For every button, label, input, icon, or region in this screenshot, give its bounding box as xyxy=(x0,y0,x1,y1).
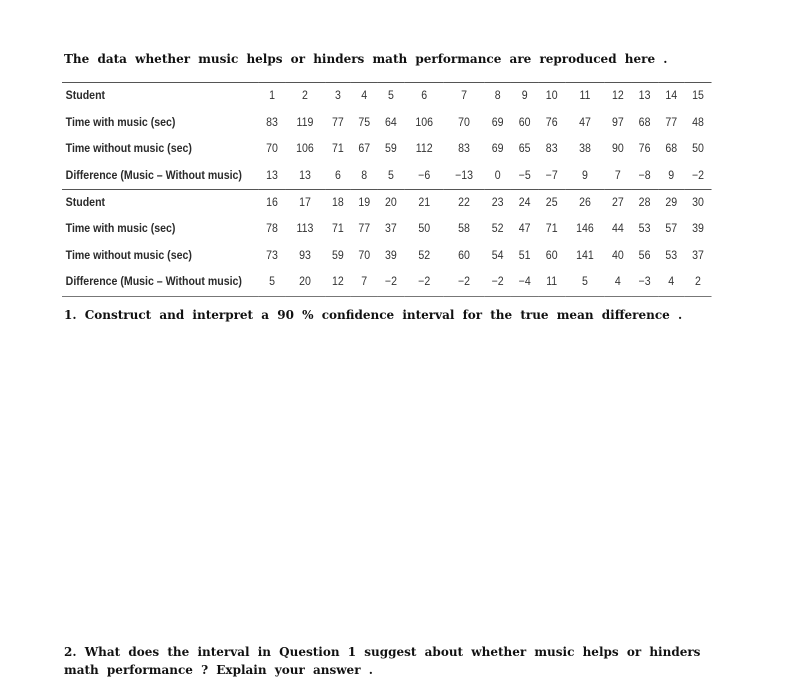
student-number: 15 xyxy=(684,83,711,110)
student-number: 20 xyxy=(377,189,404,216)
table-cell: −7 xyxy=(545,169,558,182)
student-header-row xyxy=(62,83,712,110)
table-cell: 4 xyxy=(658,269,684,296)
table-cell: 37 xyxy=(385,223,397,236)
student-header-row xyxy=(62,189,712,216)
table-cell: 44 xyxy=(612,223,624,236)
table-cell: 54 xyxy=(491,249,504,262)
intro-text: The data whether music helps or hinders math performance are reproduced here . xyxy=(64,52,668,66)
table-cell: 70 xyxy=(358,249,371,262)
student-number: 14 xyxy=(658,83,684,110)
table-cell: 69 xyxy=(491,116,504,129)
table-cell: −4 xyxy=(511,269,538,296)
table-cell: 39 xyxy=(385,249,397,262)
table-cell: 9 xyxy=(668,169,675,182)
row-label: Time with music (sec) xyxy=(65,223,176,236)
table-cell: 20 xyxy=(285,269,325,296)
table-cell: 37 xyxy=(692,249,704,262)
table-cell: 39 xyxy=(692,223,704,236)
student-number: 18 xyxy=(325,189,351,216)
table-cell: −3 xyxy=(631,269,658,296)
data-table-container xyxy=(62,82,712,297)
student-number: 6 xyxy=(404,83,444,110)
table-cell: 56 xyxy=(638,249,651,262)
table-cell: 76 xyxy=(545,116,558,129)
table-row xyxy=(62,109,712,136)
table-cell: 51 xyxy=(518,249,531,262)
table-cell: 47 xyxy=(518,223,531,236)
table-cell: 119 xyxy=(296,116,314,129)
table-cell: 146 xyxy=(576,223,594,236)
table-cell: 93 xyxy=(299,249,311,262)
table-cell: 68 xyxy=(665,143,678,156)
table-cell: 53 xyxy=(638,223,651,236)
table-row xyxy=(62,136,712,163)
table-cell: 70 xyxy=(266,143,278,156)
table-cell: 64 xyxy=(385,116,397,129)
table-cell: −2 xyxy=(377,269,404,296)
table-cell: 112 xyxy=(415,143,433,156)
table-cell: 113 xyxy=(296,223,314,236)
table-cell: 8 xyxy=(361,169,368,182)
table-cell: −2 xyxy=(484,269,511,296)
table-cell: 4 xyxy=(605,269,631,296)
student-number: 10 xyxy=(538,83,565,110)
table-cell: 59 xyxy=(332,249,344,262)
table-cell: −2 xyxy=(444,269,484,296)
table-cell: 60 xyxy=(545,249,558,262)
table-cell: 83 xyxy=(266,116,278,129)
table-cell: 40 xyxy=(612,249,624,262)
table-cell: 71 xyxy=(545,223,558,236)
table-cell: 106 xyxy=(296,143,314,156)
student-number: 5 xyxy=(377,83,404,110)
table-row xyxy=(62,163,712,190)
table-cell: 60 xyxy=(518,116,531,129)
table-cell: 2 xyxy=(684,269,711,296)
question-2: 2. What does the interval in Question 1 suggest about whether music helps or hinders math performance ? Explain your answer . xyxy=(64,645,701,677)
table-cell: 5 xyxy=(259,269,285,296)
table-cell: 0 xyxy=(494,169,501,182)
row-label: Student xyxy=(62,189,259,216)
table-cell: 77 xyxy=(665,116,678,129)
student-number: 12 xyxy=(605,83,631,110)
table-cell: 5 xyxy=(387,169,394,182)
student-number: 28 xyxy=(631,189,658,216)
table-cell: 52 xyxy=(491,223,504,236)
table-cell: −2 xyxy=(404,269,444,296)
table-cell: −8 xyxy=(638,169,651,182)
student-number: 26 xyxy=(565,189,605,216)
row-label: Time with music (sec) xyxy=(65,116,176,129)
table-cell: −13 xyxy=(455,169,474,182)
table-cell: 13 xyxy=(299,169,311,182)
student-number: 11 xyxy=(565,83,605,110)
table-cell: 77 xyxy=(358,223,371,236)
table-cell: 71 xyxy=(332,223,344,236)
student-number: 9 xyxy=(511,83,538,110)
table-cell: 13 xyxy=(266,169,278,182)
table-cell: 73 xyxy=(266,249,278,262)
question-1: 1. Construct and interpret a 90 % confidence interval for the true mean difference . xyxy=(64,308,683,322)
table-cell: 141 xyxy=(576,249,594,262)
data-table xyxy=(62,82,712,297)
row-label: Time without music (sec) xyxy=(65,143,192,156)
table-cell: 69 xyxy=(491,143,504,156)
row-label: Student xyxy=(62,83,259,110)
student-number: 29 xyxy=(658,189,684,216)
student-number: 19 xyxy=(351,189,377,216)
table-cell: 97 xyxy=(612,116,624,129)
student-number: 23 xyxy=(484,189,511,216)
table-cell: −5 xyxy=(518,169,531,182)
table-cell: 75 xyxy=(358,116,371,129)
student-number: 7 xyxy=(444,83,484,110)
student-number: 25 xyxy=(538,189,565,216)
table-cell: 76 xyxy=(638,143,651,156)
student-number: 4 xyxy=(351,83,377,110)
table-cell: 58 xyxy=(458,223,470,236)
table-cell: 60 xyxy=(458,249,470,262)
table-cell: 57 xyxy=(665,223,678,236)
student-number: 2 xyxy=(285,83,325,110)
row-label: Time without music (sec) xyxy=(65,249,192,262)
table-cell: 59 xyxy=(385,143,397,156)
table-cell: 9 xyxy=(582,169,588,182)
student-number: 8 xyxy=(484,83,511,110)
table-row xyxy=(62,216,712,243)
table-row xyxy=(62,243,712,270)
table-cell: 78 xyxy=(266,223,278,236)
table-cell: 7 xyxy=(614,169,621,182)
student-number: 1 xyxy=(259,83,285,110)
table-cell: 38 xyxy=(579,143,591,156)
row-label: Difference (Music – Without music) xyxy=(65,169,242,182)
student-number: 21 xyxy=(404,189,444,216)
student-number: 22 xyxy=(444,189,484,216)
table-cell: 5 xyxy=(565,269,605,296)
student-number: 3 xyxy=(325,83,351,110)
table-cell: 90 xyxy=(612,143,624,156)
table-cell: 67 xyxy=(358,143,371,156)
student-number: 27 xyxy=(605,189,631,216)
table-cell: 65 xyxy=(518,143,531,156)
table-row xyxy=(62,269,712,296)
table-cell: 83 xyxy=(458,143,470,156)
student-number: 17 xyxy=(285,189,325,216)
table-cell: 11 xyxy=(538,269,565,296)
table-cell: 7 xyxy=(351,269,377,296)
table-cell: 70 xyxy=(458,116,470,129)
table-cell: 6 xyxy=(334,169,341,182)
table-cell: 77 xyxy=(332,116,344,129)
table-cell: 50 xyxy=(418,223,431,236)
table-cell: 106 xyxy=(415,116,434,129)
table-cell: 50 xyxy=(692,143,704,156)
table-cell: 71 xyxy=(332,143,344,156)
table-cell: 83 xyxy=(545,143,558,156)
student-number: 30 xyxy=(684,189,711,216)
table-cell: 52 xyxy=(418,249,431,262)
table-cell: 12 xyxy=(325,269,351,296)
table-cell: 47 xyxy=(579,116,591,129)
row-label: Difference (Music – Without music) xyxy=(62,269,259,296)
student-number: 16 xyxy=(259,189,285,216)
table-cell: −6 xyxy=(418,169,431,182)
table-cell: −2 xyxy=(691,169,705,182)
table-cell: 53 xyxy=(665,249,678,262)
table-cell: 48 xyxy=(692,116,704,129)
student-number: 24 xyxy=(511,189,538,216)
table-cell: 68 xyxy=(638,116,651,129)
student-number: 13 xyxy=(631,83,658,110)
